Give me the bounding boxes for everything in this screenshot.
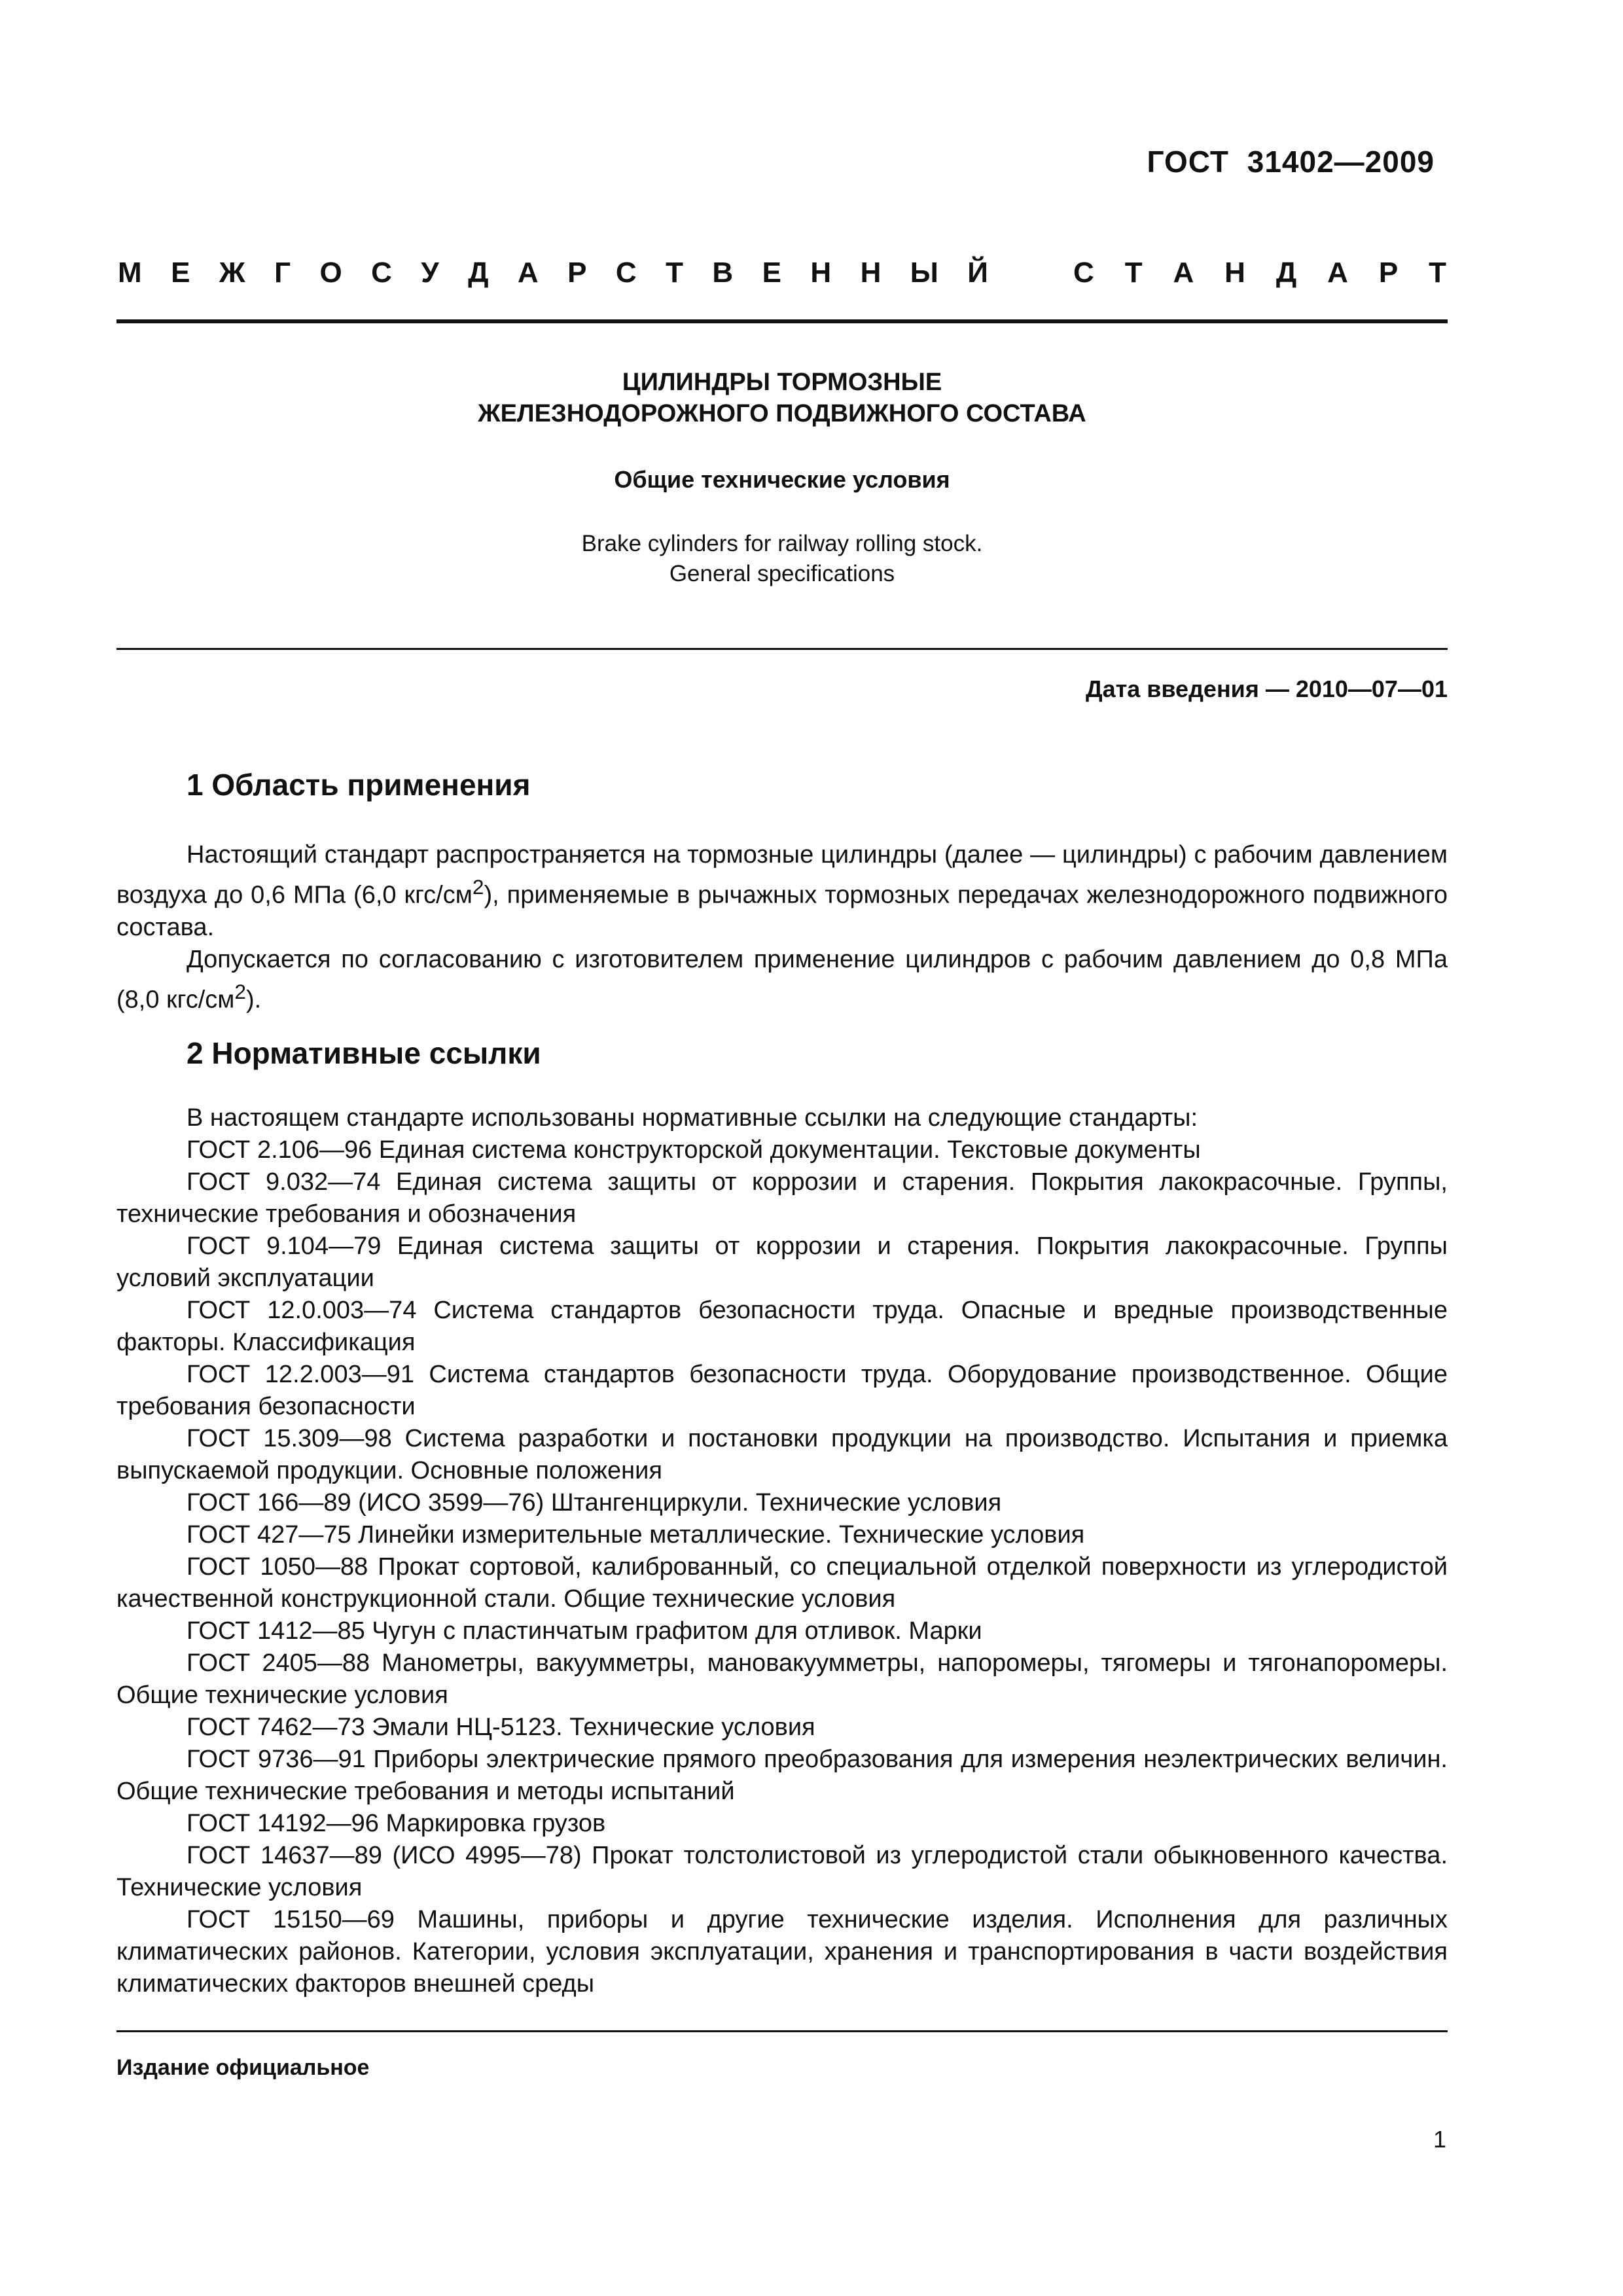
paragraph: Допускается по согласованию с изготовителем применение цилиндров с рабочим давлением до 0,8 МПа (8,0 кгс/$см^2$).: [116, 945, 1448, 1014]
reference-item: ГОСТ 12.0.003—74 Система стандартов безопасности труда. Опасные и вредные производственные факторы. Классификация: [116, 1297, 1448, 1356]
footer-rule: [116, 2030, 1448, 2032]
document-title-ru: [116, 367, 1448, 429]
section-1-body: [116, 839, 1448, 1016]
reference-item: ГОСТ 1050—88 Прокат сортовой, калиброванный, со специальной отделкой поверхности из углеродистой качественной конструкционной стали. Общие технические условия: [116, 1553, 1448, 1613]
reference-item: ГОСТ 2405—88 Манометры, вакуумметры, мановакуумметры, напоромеры, тягомеры и тягонапоромеры. Общие технические условия: [116, 1649, 1448, 1709]
paragraph: Настоящий стандарт распространяется на тормозные цилиндры (далее — цилиндры) с рабочим давлением воздуха до 0,6 МПа (6,0 кгс/$см^2$), применяемые в рычажных тормозных передачах железнодорожного подвижного состава.: [116, 841, 1448, 941]
reference-item: ГОСТ 427—75 Линейки измерительные металлические. Технические условия: [187, 1521, 1085, 1549]
title-line-2: ЖЕЛЕЗНОДОРОЖНОГО ПОДВИЖНОГО СОСТАВА: [478, 400, 1086, 427]
reference-item: ГОСТ 12.2.003—91 Система стандартов безопасности труда. Оборудование производственное. Общие требования безопасности: [116, 1361, 1448, 1420]
reference-item: ГОСТ 9.032—74 Единая система защиты от коррозии и старения. Покрытия лакокрасочные. Группы, технические требования и обозначения: [116, 1168, 1448, 1228]
section-1-heading: 1 Область применения: [187, 768, 531, 802]
reference-item: ГОСТ 1412—85 Чугун с пластинчатым графитом для отливок. Марки: [187, 1617, 982, 1645]
banner-interstate: М Е Ж Г О С У Д А Р С Т В Е Н Н Ы Й: [118, 257, 988, 289]
document-title-en: [116, 529, 1448, 589]
section-2-body: [116, 1102, 1448, 2000]
reference-item: ГОСТ 15.309—98 Система разработки и постановки продукции на производство. Испытания и приемка выпускаемой продукции. Основные положения: [116, 1425, 1448, 1484]
reference-item: ГОСТ 14192—96 Маркировка грузов: [187, 1810, 606, 1837]
reference-item: ГОСТ 166—89 (ИСО 3599—76) Штангенциркули. Технические условия: [187, 1489, 1002, 1516]
reference-item: ГОСТ 9.104—79 Единая система защиты от коррозии и старения. Покрытия лакокрасочные. Группы условий эксплуатации: [116, 1232, 1448, 1292]
document-subtitle: Общие технические условия: [614, 466, 950, 493]
header-rule: [116, 319, 1448, 323]
standard-banner: [118, 257, 1446, 289]
reference-item: ГОСТ 15150—69 Машины, приборы и другие технические изделия. Исполнения для различных климатических районов. Категории, условия эксплуатации, хранения и транспортирования в части воздействия климатических факторов внешней среды: [116, 1906, 1448, 1998]
title-rule: [116, 648, 1448, 650]
document-number: ГОСТ 31402—2009: [1147, 145, 1435, 179]
edition-label: Издание официальное: [116, 2055, 370, 2080]
section-2-heading: 2 Нормативные ссылки: [187, 1036, 541, 1070]
page-number: 1: [1433, 2126, 1446, 2153]
reference-item: ГОСТ 14637—89 (ИСО 4995—78) Прокат толстолистовой из углеродистой стали обыкновенного качества. Технические условия: [116, 1842, 1448, 1901]
introduction-date: Дата введения — 2010—07—01: [1085, 675, 1448, 702]
reference-item: ГОСТ 7462—73 Эмали НЦ-5123. Технические условия: [187, 1713, 815, 1741]
title-line-1: ЦИЛИНДРЫ ТОРМОЗНЫЕ: [622, 368, 942, 396]
reference-item: ГОСТ 2.106—96 Единая система конструкторской документации. Текстовые документы: [187, 1136, 1201, 1164]
banner-standard: С Т А Н Д А Р Т: [1073, 257, 1446, 289]
title-en-line-1: Brake cylinders for railway rolling stock.: [581, 531, 983, 556]
paragraph: В настоящем стандарте использованы нормативные ссылки на следующие стандарты:: [187, 1104, 1198, 1132]
reference-item: ГОСТ 9736—91 Приборы электрические прямого преобразования для измерения неэлектрических величин. Общие технические требования и методы испытаний: [116, 1746, 1448, 1805]
title-en-line-2: General specifications: [669, 561, 895, 586]
